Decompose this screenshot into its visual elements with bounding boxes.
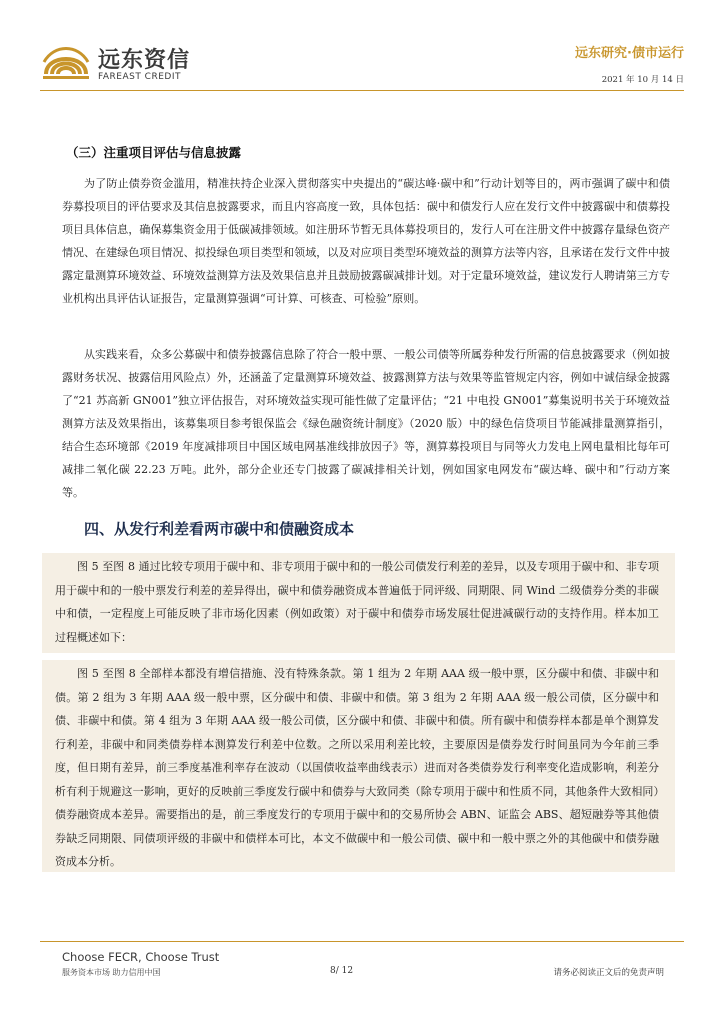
footer-slogan: Choose FECR, Choose Trust xyxy=(62,950,220,964)
logo-chinese-name: 远东资信 xyxy=(98,48,191,73)
section-title: 四、从发行利差看两市碳中和债融资成本 xyxy=(84,520,355,538)
subsection-title: （三）注重项目评估与信息披露 xyxy=(66,145,242,160)
page-number: 8/ 12 xyxy=(330,966,354,976)
paragraph-disclosure-requirements: 为了防止债券资金滥用，精准扶持企业深入贯彻落实中央提出的“碳达峰·碳中和”行动计划等目的，两市强调了碳中和债券募投项目的评估要求及其信息披露要求，而且内容高度一致，具体包括：碳中和债发行人应在发行文件中披露碳中和债募投项目具体信息，确保募集资金用于低碳减排领域。如注册环节暂无具体募投项目的，发行人可在注册文件中披露存量绿色资产情况、在建绿色项目情况、拟投绿色项目类型和领域，以及对应项目类型环境效益的测算方法等内容，且承诺在发行文件中披露定量测算环境效益、环境效益测算方法及效果信息并且鼓励披露碳减排计划。对于定量环境效益，建议发行人聘请第三方专业机构出具评估认证报告，定量测算强调“可计算、可核查、可检验”原则。 xyxy=(62,177,670,305)
highlight-box-spread-summary xyxy=(42,553,675,653)
footer-divider xyxy=(40,941,684,942)
header-divider xyxy=(40,90,684,91)
header-right xyxy=(575,42,684,85)
logo-english-name: FAREAST CREDIT xyxy=(98,72,181,82)
paragraph-disclosure-practice: 从实践来看，众多公募碳中和债券披露信息除了符合一般中票、一般公司债等所属券种发行所需的信息披露要求（例如披露财务状况、披露信用风险点）外，还涵盖了定量测算环境效益、披露测算方法与效果等监管规定内容，例如中诚信绿金披露了“21 苏高新 GN001”独立评估报告，对环境效益实现可能性做了定量评估；“21 中电投 GN001”募集说明书关于环境效益测算方法及效果指出，该募集项目参考银保监会《绿色融资统计制度》（2020 版）中的绿色信贷项目节能减排量测算指引，结合生态环境部《2019 年度减排项目中国区域电网基准线排放因子》等，测算募投项目与同等火力发电上网电量相比每年可减排二氧化碳 22.23 万吨。此外，部分企业还专门披露了碳减排相关计划，例如国家电网发布“碳达峰、碳中和”行动方案等。 xyxy=(62,348,670,499)
highlight-box-text: 图 5 至图 8 全部样本都没有增信措施、没有特殊条款。第 1 组为 2 年期 AAA 级一般中票，区分碳中和债、非碳中和债。第 2 组为 3 年期 AAA 级一般中票，区分碳中和债、非碳中和债。第 3 组为 2 年期 AAA 级一般公司债，区分碳中和债、非碳中和债。第 4 组为 3 年期 AAA 级一般公司债，区分碳中和债、非碳中和债。所有碳中和债券样本都是单个测算发行利差，非碳中和同类债券样本测算发行利差中位数。之所以采用利差比较，主要原因是债券发行时间虽同为今年前三季度，但日期有差异，前三季度基准利率存在波动（以国债收益率曲线表示）进而对各类债券发行利率变化造成影响，利差分析有利于规避这一影响，更好的反映前三季度发行碳中和债券与大致同类（除专项用于碳中和性质不同，其他条件大致相同）债券融资成本差异。需要指出的是，前三季度发行的专项用于碳中和的交易所协会 ABN、证监会 ABS、超短融券等其他债券缺乏同期限、同债项评级的非碳中和债样本可比，本文不做碳中和一般公司债、碳中和一般中票之外的其他碳中和债券融资成本分析。 xyxy=(55,667,659,868)
report-series-title: 远东研究·债市运行 xyxy=(575,46,684,61)
highlight-box-text: 图 5 至图 8 通过比较专项用于碳中和、非专项用于碳中和的一般公司债发行利差的差异，以及专项用于碳中和、非专项用于碳中和的一般中票发行利差的差异得出，碳中和债券融资成本普遍低于同评级、同期限、同 Wind 二级债券分类的非碳中和债，一定程度上可能反映了非市场化因素（例如政策）对于碳中和债券市场发展壮促进减碳行动的支持作用。样本加工过程概述如下： xyxy=(55,560,659,644)
fareast-credit-logo xyxy=(40,40,240,90)
footer-disclaimer: 请务必阅读正文后的免责声明 xyxy=(553,968,664,978)
footer-sub-slogan: 服务资本市场 助力信用中国 xyxy=(62,968,161,977)
highlight-box-sample-method xyxy=(42,660,675,872)
fareast-credit-logo-icon xyxy=(40,40,92,84)
report-date: 2021 年 10 月 14 日 xyxy=(601,75,684,85)
